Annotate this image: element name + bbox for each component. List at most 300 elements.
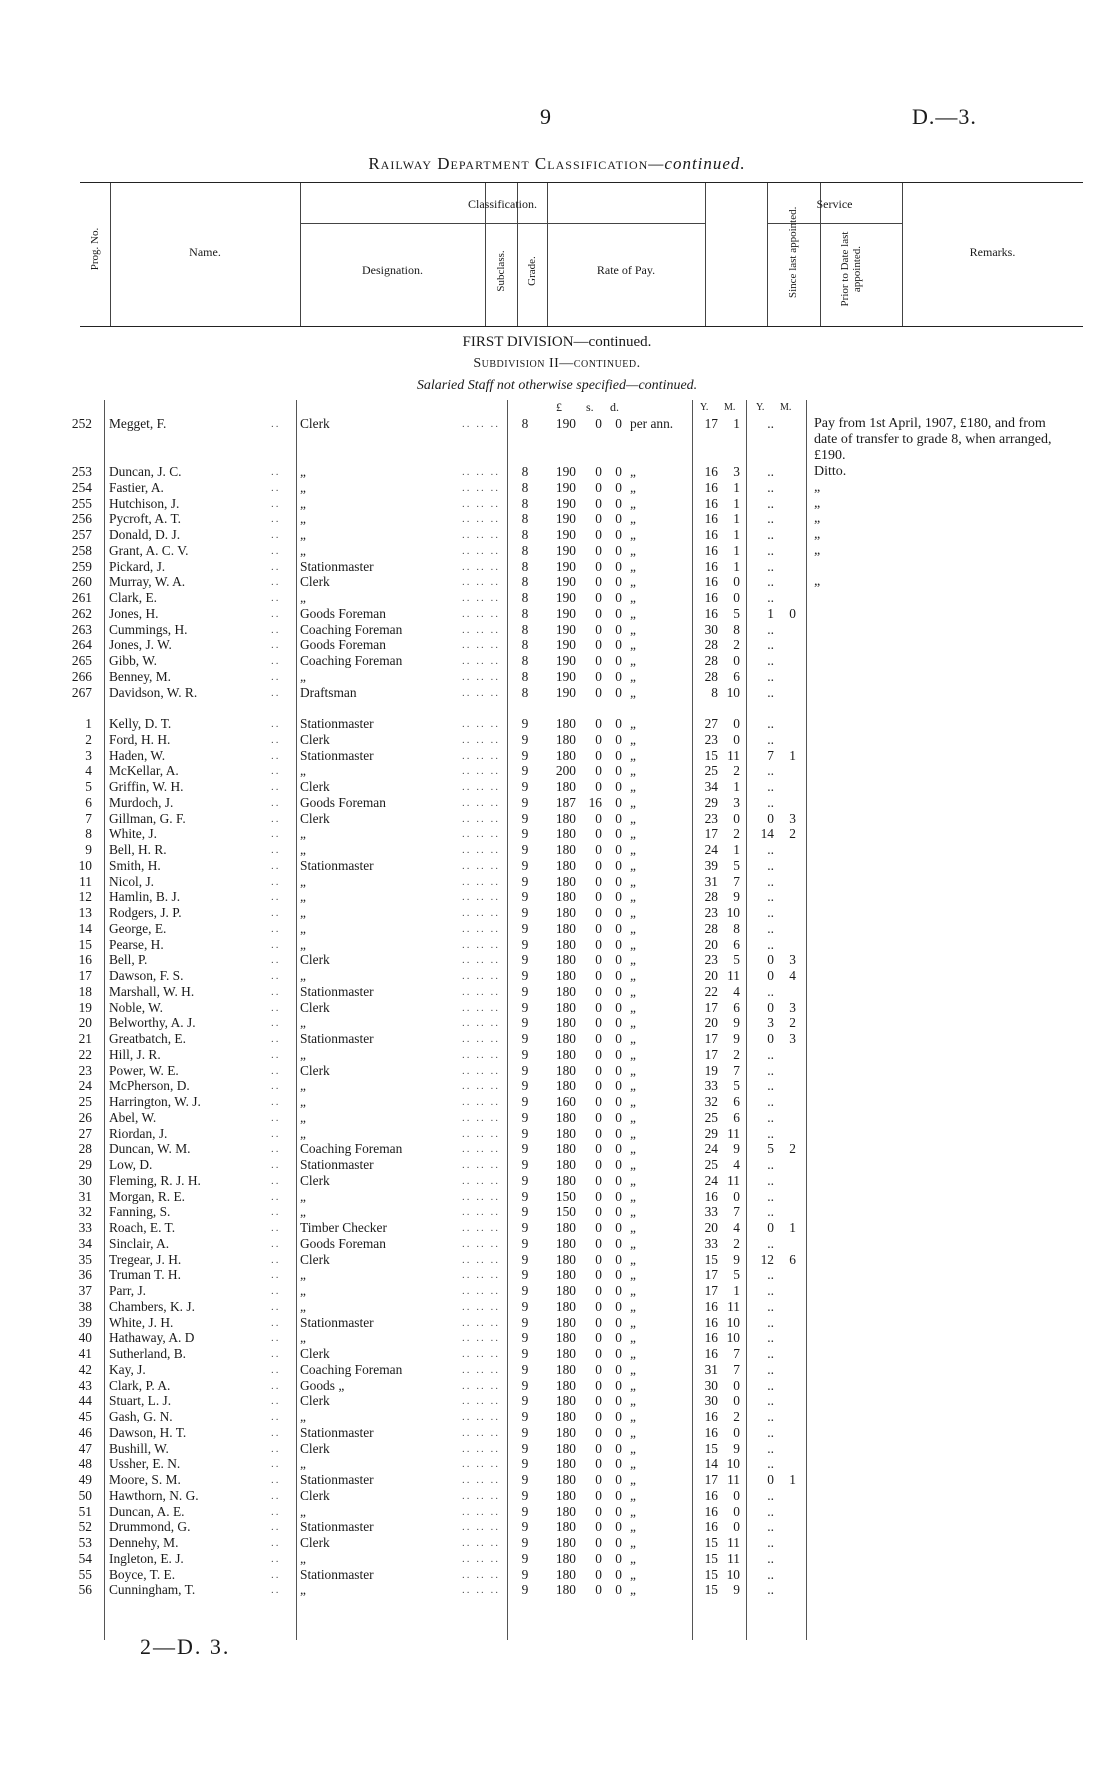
cell-per: „ xyxy=(630,542,636,558)
cell-grade: 9 xyxy=(521,1078,529,1094)
cell-desig: „ xyxy=(300,1298,306,1314)
leader-dots: .. xyxy=(271,1111,281,1124)
cell-s: 0 xyxy=(595,1283,602,1298)
cell-d: 0 xyxy=(615,1424,622,1440)
cell-name: Boyce, T. E. xyxy=(109,1566,176,1582)
leader-dots: .. xyxy=(271,1017,281,1030)
leader-dots: .. .. .. xyxy=(462,1537,500,1549)
cell-d: 0 xyxy=(615,416,622,431)
cell-per: „ xyxy=(630,1046,636,1062)
leader-dots: .. .. .. xyxy=(462,1552,500,1565)
cell-prog: 41 xyxy=(78,1346,92,1361)
cell-l: 180 xyxy=(555,1361,576,1377)
cell-d: 0 xyxy=(615,1062,622,1078)
cell-grade: 9 xyxy=(521,857,529,873)
unit-since-years: Y. xyxy=(700,402,709,413)
cell-desig: „ xyxy=(300,1094,306,1109)
leader-dots: .. xyxy=(271,1080,281,1093)
cell-sy: 34 xyxy=(704,779,718,794)
leader-dots: .. xyxy=(271,1143,281,1156)
cell-desig: Stationmaster xyxy=(300,1472,374,1487)
cell-sy: 24 xyxy=(704,1172,718,1188)
cell-sy: 28 xyxy=(704,653,718,668)
cell-prog: 30 xyxy=(78,1172,92,1188)
cell-name: Fanning, S. xyxy=(109,1204,171,1220)
cell-desig: Goods „ xyxy=(300,1377,345,1393)
leader-dots: .. .. .. xyxy=(462,670,500,683)
page-title xyxy=(0,154,1114,174)
leader-dots: .. .. .. xyxy=(462,623,500,636)
cell-prog: 55 xyxy=(78,1566,92,1582)
cell-prog: 265 xyxy=(71,653,92,668)
cell-grade: 9 xyxy=(521,1094,529,1109)
cell-s: 0 xyxy=(595,1078,602,1094)
cell-py: 14 xyxy=(760,826,774,842)
cell-s: 0 xyxy=(595,1298,602,1314)
cell-per: per ann. xyxy=(630,416,674,431)
cell-grade: 9 xyxy=(521,1330,529,1346)
cell-per: „ xyxy=(630,464,636,479)
cell-d: 0 xyxy=(615,574,622,590)
cell-s: 0 xyxy=(595,889,602,905)
leader-dots: .. xyxy=(271,544,281,557)
cell-d: 0 xyxy=(615,779,622,794)
cell-sy: 17 xyxy=(704,1267,718,1283)
table-row xyxy=(0,496,1114,512)
cell-per: „ xyxy=(630,905,636,920)
cell-s: 0 xyxy=(595,605,602,621)
leader-dots: .. .. .. xyxy=(462,497,500,510)
cell-l: 180 xyxy=(555,905,576,920)
cell-py: .. xyxy=(767,1078,774,1094)
cell-sm: 8 xyxy=(733,920,740,936)
cell-sy: 15 xyxy=(704,1251,718,1267)
cell-l: 180 xyxy=(555,1314,576,1330)
leader-dots: .. .. .. xyxy=(462,1143,500,1156)
cell-per: „ xyxy=(630,1409,636,1424)
cell-grade: 9 xyxy=(521,968,529,983)
cell-sy: 33 xyxy=(704,1204,718,1220)
cell-d: 0 xyxy=(615,558,622,574)
cell-py: .. xyxy=(767,1487,774,1503)
cell-name: Duncan, W. M. xyxy=(109,1141,191,1157)
cell-per: „ xyxy=(630,920,636,936)
cell-l: 190 xyxy=(555,605,576,621)
cell-s: 0 xyxy=(595,1141,602,1157)
cell-sy: 16 xyxy=(704,1519,718,1535)
cell-desig: „ xyxy=(300,1330,306,1346)
cell-d: 0 xyxy=(615,1094,622,1109)
cell-prog: 266 xyxy=(71,668,92,684)
leader-dots: .. .. .. xyxy=(462,1300,500,1313)
cell-name: Duncan, A. E. xyxy=(109,1503,185,1519)
cell-s: 0 xyxy=(595,527,602,542)
cell-sm: 7 xyxy=(733,1062,740,1078)
cell-per: „ xyxy=(630,1424,636,1440)
cell-sy: 23 xyxy=(704,952,718,968)
cell-sm: 5 xyxy=(733,1267,740,1283)
cell-sy: 20 xyxy=(704,968,718,983)
cell-sy: 17 xyxy=(704,416,718,431)
cell-grade: 9 xyxy=(521,826,529,842)
cell-l: 180 xyxy=(555,889,576,905)
cell-prog: 33 xyxy=(78,1220,92,1235)
leader-dots: .. xyxy=(271,1411,281,1423)
cell-name: White, J. H. xyxy=(109,1314,174,1330)
cell-prog: 253 xyxy=(71,464,92,479)
cell-prog: 5 xyxy=(85,779,92,794)
leader-dots: .. .. .. xyxy=(462,655,500,667)
cell-per: „ xyxy=(630,1550,636,1566)
cell-s: 0 xyxy=(595,1566,602,1582)
cell-prog: 35 xyxy=(78,1251,92,1267)
cell-sm: 2 xyxy=(733,1235,740,1251)
cell-desig: Clerk xyxy=(300,731,330,747)
cell-py: .. xyxy=(767,1125,774,1141)
cell-pm: 2 xyxy=(789,1141,796,1157)
cell-grade: 9 xyxy=(521,779,529,794)
cell-name: Hill, J. R. xyxy=(109,1046,161,1062)
leader-dots: .. xyxy=(271,1489,281,1502)
leader-dots: .. .. .. xyxy=(462,907,500,919)
cell-l: 180 xyxy=(555,1409,576,1424)
cell-desig: „ xyxy=(300,1456,306,1472)
table-row xyxy=(0,1456,1114,1472)
cell-sy: 16 xyxy=(704,1503,718,1519)
cell-per: „ xyxy=(630,511,636,527)
cell-sy: 30 xyxy=(704,621,718,637)
cell-l: 180 xyxy=(555,1125,576,1141)
cell-name: Jones, J. W. xyxy=(109,637,172,653)
cell-sm: 7 xyxy=(733,1346,740,1361)
cell-d: 0 xyxy=(615,1235,622,1251)
cell-name: Pickard, J. xyxy=(109,558,166,574)
leader-dots: .. .. .. xyxy=(462,529,500,541)
cell-grade: 9 xyxy=(521,1220,529,1235)
cell-py: .. xyxy=(767,936,774,952)
cell-l: 180 xyxy=(555,779,576,794)
leader-dots: .. xyxy=(271,1285,281,1297)
cell-prog: 258 xyxy=(71,542,92,558)
cell-sm: 9 xyxy=(733,889,740,905)
cell-grade: 9 xyxy=(521,1125,529,1141)
cell-grade: 9 xyxy=(521,716,529,731)
cell-desig: Stationmaster xyxy=(300,1157,374,1172)
cell-py: .. xyxy=(767,1172,774,1188)
leader-dots: .. .. .. xyxy=(462,733,500,746)
cell-py: .. xyxy=(767,637,774,653)
cell-grade: 9 xyxy=(521,1015,529,1031)
cell-s: 0 xyxy=(595,810,602,826)
leader-dots: .. .. .. xyxy=(462,1111,500,1124)
cell-prog: 56 xyxy=(78,1582,92,1598)
cell-per: „ xyxy=(630,1503,636,1519)
cell-l: 190 xyxy=(555,495,576,511)
cell-desig: „ xyxy=(300,511,306,527)
cell-s: 0 xyxy=(595,1409,602,1424)
leader-dots: .. .. .. xyxy=(462,513,500,526)
leader-dots: .. .. .. xyxy=(462,1174,500,1187)
cell-per: „ xyxy=(630,779,636,794)
unit-since-months: M. xyxy=(724,402,736,413)
cell-l: 180 xyxy=(555,1519,576,1535)
cell-desig: Timber Checker xyxy=(300,1220,387,1235)
cell-name: Murray, W. A. xyxy=(109,574,186,590)
cell-py: .. xyxy=(767,1346,774,1361)
leader-dots: .. xyxy=(271,1379,281,1392)
table-row xyxy=(0,1488,1114,1504)
cell-prog: 29 xyxy=(78,1157,92,1172)
cell-py: .. xyxy=(767,1267,774,1283)
cell-prog: 38 xyxy=(78,1298,92,1314)
cell-l: 190 xyxy=(555,542,576,558)
table-row xyxy=(0,1362,1114,1378)
cell-s: 0 xyxy=(595,1094,602,1109)
cell-per: „ xyxy=(630,873,636,889)
cell-sm: 6 xyxy=(733,1109,740,1125)
cell-name: Gash, G. N. xyxy=(109,1409,173,1424)
cell-py: .. xyxy=(767,495,774,511)
cell-name: Drummond, G. xyxy=(109,1519,191,1535)
leader-dots: .. xyxy=(271,1064,281,1077)
cell-desig: Clerk xyxy=(300,1440,330,1456)
cell-s: 0 xyxy=(595,495,602,511)
cell-s: 0 xyxy=(595,1456,602,1472)
leader-dots: .. xyxy=(271,828,281,841)
unit-shilling: s. xyxy=(586,400,594,414)
cell-grade: 9 xyxy=(521,873,529,889)
cell-sm: 2 xyxy=(733,1409,740,1424)
cell-sm: 11 xyxy=(727,1472,740,1487)
cell-prog: 252 xyxy=(71,416,92,431)
cell-s: 0 xyxy=(595,1361,602,1377)
cell-grade: 9 xyxy=(521,1235,529,1251)
leader-dots: .. xyxy=(271,1127,281,1140)
cell-per: „ xyxy=(630,527,636,542)
cell-name: Dennehy, M. xyxy=(109,1535,179,1550)
cell-l: 150 xyxy=(555,1188,576,1204)
leader-dots: .. xyxy=(271,513,281,526)
table-row xyxy=(0,811,1114,827)
cell-d: 0 xyxy=(615,1566,622,1582)
document-reference: D.—3. xyxy=(912,104,977,129)
cell-per: „ xyxy=(630,794,636,810)
cell-sy: 16 xyxy=(704,542,718,558)
table-row xyxy=(0,1472,1114,1488)
leader-dots: .. xyxy=(271,1174,281,1187)
cell-d: 0 xyxy=(615,731,622,747)
cell-grade: 9 xyxy=(521,1157,529,1172)
leader-dots: .. .. .. xyxy=(462,1206,500,1219)
cell-s: 0 xyxy=(595,999,602,1015)
cell-s: 0 xyxy=(595,731,602,747)
leader-dots: .. .. .. xyxy=(462,938,500,951)
cell-desig: „ xyxy=(300,968,306,983)
cell-per: „ xyxy=(630,936,636,952)
leader-dots: .. xyxy=(271,1584,281,1597)
cell-grade: 9 xyxy=(521,999,529,1015)
cell-name: Harrington, W. J. xyxy=(109,1094,201,1109)
cell-d: 0 xyxy=(615,920,622,936)
cell-d: 0 xyxy=(615,1188,622,1204)
leader-dots: .. .. .. xyxy=(462,607,500,620)
cell-name: Bell, H. R. xyxy=(109,842,167,857)
cell-sy: 28 xyxy=(704,637,718,653)
cell-py: .. xyxy=(767,1393,774,1409)
cell-d: 0 xyxy=(615,479,622,495)
cell-prog: 17 xyxy=(78,968,92,983)
cell-prog: 260 xyxy=(71,574,92,590)
cell-sy: 24 xyxy=(704,842,718,857)
cell-name: Murdoch, J. xyxy=(109,794,174,810)
cell-sy: 14 xyxy=(704,1456,718,1472)
leader-dots: .. .. .. xyxy=(462,1474,500,1486)
table-row xyxy=(0,1551,1114,1567)
leader-dots: .. xyxy=(271,1348,281,1360)
cell-sy: 23 xyxy=(704,810,718,826)
cell-name: Sutherland, B. xyxy=(109,1346,186,1361)
cell-l: 180 xyxy=(555,1346,576,1361)
cell-sm: 0 xyxy=(733,590,740,605)
cell-sm: 11 xyxy=(727,968,740,983)
leader-dots: .. xyxy=(271,1521,281,1534)
cell-sy: 15 xyxy=(704,1440,718,1456)
cell-l: 180 xyxy=(555,1330,576,1346)
cell-s: 0 xyxy=(595,558,602,574)
cell-d: 0 xyxy=(615,1582,622,1598)
cell-sm: 1 xyxy=(733,842,740,857)
cell-s: 0 xyxy=(595,983,602,999)
table-row xyxy=(0,1582,1114,1598)
cell-name: Morgan, R. E. xyxy=(109,1188,186,1204)
leader-dots: .. .. .. xyxy=(462,576,500,589)
cell-l: 180 xyxy=(555,1456,576,1472)
table-row xyxy=(0,779,1114,795)
cell-name: Hutchison, J. xyxy=(109,495,180,511)
cell-s: 0 xyxy=(595,1330,602,1346)
cell-py: .. xyxy=(767,653,774,668)
cell-d: 0 xyxy=(615,542,622,558)
cell-name: Megget, F. xyxy=(109,416,167,431)
cell-sm: 8 xyxy=(733,621,740,637)
leader-dots: .. xyxy=(271,844,281,856)
cell-s: 0 xyxy=(595,590,602,605)
cell-name: McPherson, D. xyxy=(109,1078,190,1094)
cell-per: „ xyxy=(630,716,636,731)
cell-sy: 28 xyxy=(704,668,718,684)
cell-s: 0 xyxy=(595,1314,602,1330)
leader-dots: .. .. .. xyxy=(462,1458,500,1471)
cell-sy: 15 xyxy=(704,1566,718,1582)
cell-py: 5 xyxy=(767,1141,774,1157)
cell-d: 0 xyxy=(615,968,622,983)
cell-sy: 25 xyxy=(704,763,718,779)
cell-py: .. xyxy=(767,590,774,605)
cell-sm: 10 xyxy=(726,684,740,700)
leader-dots: .. .. .. xyxy=(462,1017,500,1030)
cell-sm: 1 xyxy=(733,779,740,794)
cell-prog: 52 xyxy=(78,1519,92,1535)
cell-d: 0 xyxy=(615,684,622,700)
cell-per: „ xyxy=(630,1157,636,1172)
cell-desig: „ xyxy=(300,905,306,920)
cell-s: 0 xyxy=(595,479,602,495)
table-row xyxy=(0,984,1114,1000)
cell-sm: 9 xyxy=(733,1015,740,1031)
cell-d: 0 xyxy=(615,605,622,621)
cell-per: „ xyxy=(630,1062,636,1078)
cell-per: „ xyxy=(630,763,636,779)
cell-s: 0 xyxy=(595,1109,602,1125)
cell-l: 180 xyxy=(555,1424,576,1440)
cell-d: 0 xyxy=(615,1109,622,1125)
cell-s: 0 xyxy=(595,779,602,794)
cell-name: Greatbatch, E. xyxy=(109,1031,186,1046)
unit-pence: d. xyxy=(610,400,619,414)
cell-sy: 20 xyxy=(704,936,718,952)
cell-per: „ xyxy=(630,1125,636,1141)
leader-dots: .. xyxy=(271,954,281,967)
table-row xyxy=(0,1299,1114,1315)
cell-per: „ xyxy=(630,1109,636,1125)
cell-pm: 3 xyxy=(789,1031,796,1046)
leader-dots: .. .. .. xyxy=(462,718,500,730)
cell-grade: 9 xyxy=(521,1472,529,1487)
cell-per: „ xyxy=(630,1251,636,1267)
table-row xyxy=(0,480,1114,496)
table-row xyxy=(0,574,1114,590)
cell-sy: 24 xyxy=(704,1141,718,1157)
cell-name: Hamlin, B. J. xyxy=(109,889,181,905)
cell-desig: Coaching Foreman xyxy=(300,621,403,637)
cell-sm: 5 xyxy=(733,605,740,621)
leader-dots: .. xyxy=(271,859,281,872)
cell-per: „ xyxy=(630,842,636,857)
cell-s: 0 xyxy=(595,1046,602,1062)
cell-name: Duncan, J. C. xyxy=(109,464,182,479)
cell-py: .. xyxy=(767,1456,774,1472)
cell-sm: 6 xyxy=(733,1094,740,1109)
cell-prog: 1 xyxy=(85,716,92,731)
cell-sm: 0 xyxy=(733,1487,740,1503)
cell-grade: 9 xyxy=(521,952,529,968)
cell-l: 180 xyxy=(555,1267,576,1283)
cell-grade: 8 xyxy=(521,684,529,700)
cell-sm: 0 xyxy=(733,1519,740,1535)
cell-l: 190 xyxy=(555,511,576,527)
table-row xyxy=(0,1409,1114,1425)
cell-l: 180 xyxy=(555,1535,576,1550)
cell-desig: „ xyxy=(300,542,306,558)
cell-sm: 6 xyxy=(733,936,740,952)
leader-dots: .. .. .. xyxy=(462,1237,500,1250)
cell-grade: 9 xyxy=(521,936,529,952)
cell-grade: 8 xyxy=(521,605,529,621)
page-footer: 2—D. 3. xyxy=(140,1634,231,1659)
leader-dots: .. .. .. xyxy=(462,1190,500,1203)
cell-sy: 33 xyxy=(704,1078,718,1094)
cell-d: 0 xyxy=(615,511,622,527)
cell-sy: 39 xyxy=(704,857,718,873)
header-remarks: Remarks. xyxy=(969,245,1016,259)
leader-dots: .. xyxy=(271,733,281,746)
leader-dots: .. xyxy=(271,497,281,510)
cell-desig: Clerk xyxy=(300,1393,330,1409)
leader-dots: .. xyxy=(271,796,281,809)
cell-per: „ xyxy=(630,1535,636,1550)
cell-sm: 1 xyxy=(733,542,740,558)
cell-sy: 16 xyxy=(704,1424,718,1440)
